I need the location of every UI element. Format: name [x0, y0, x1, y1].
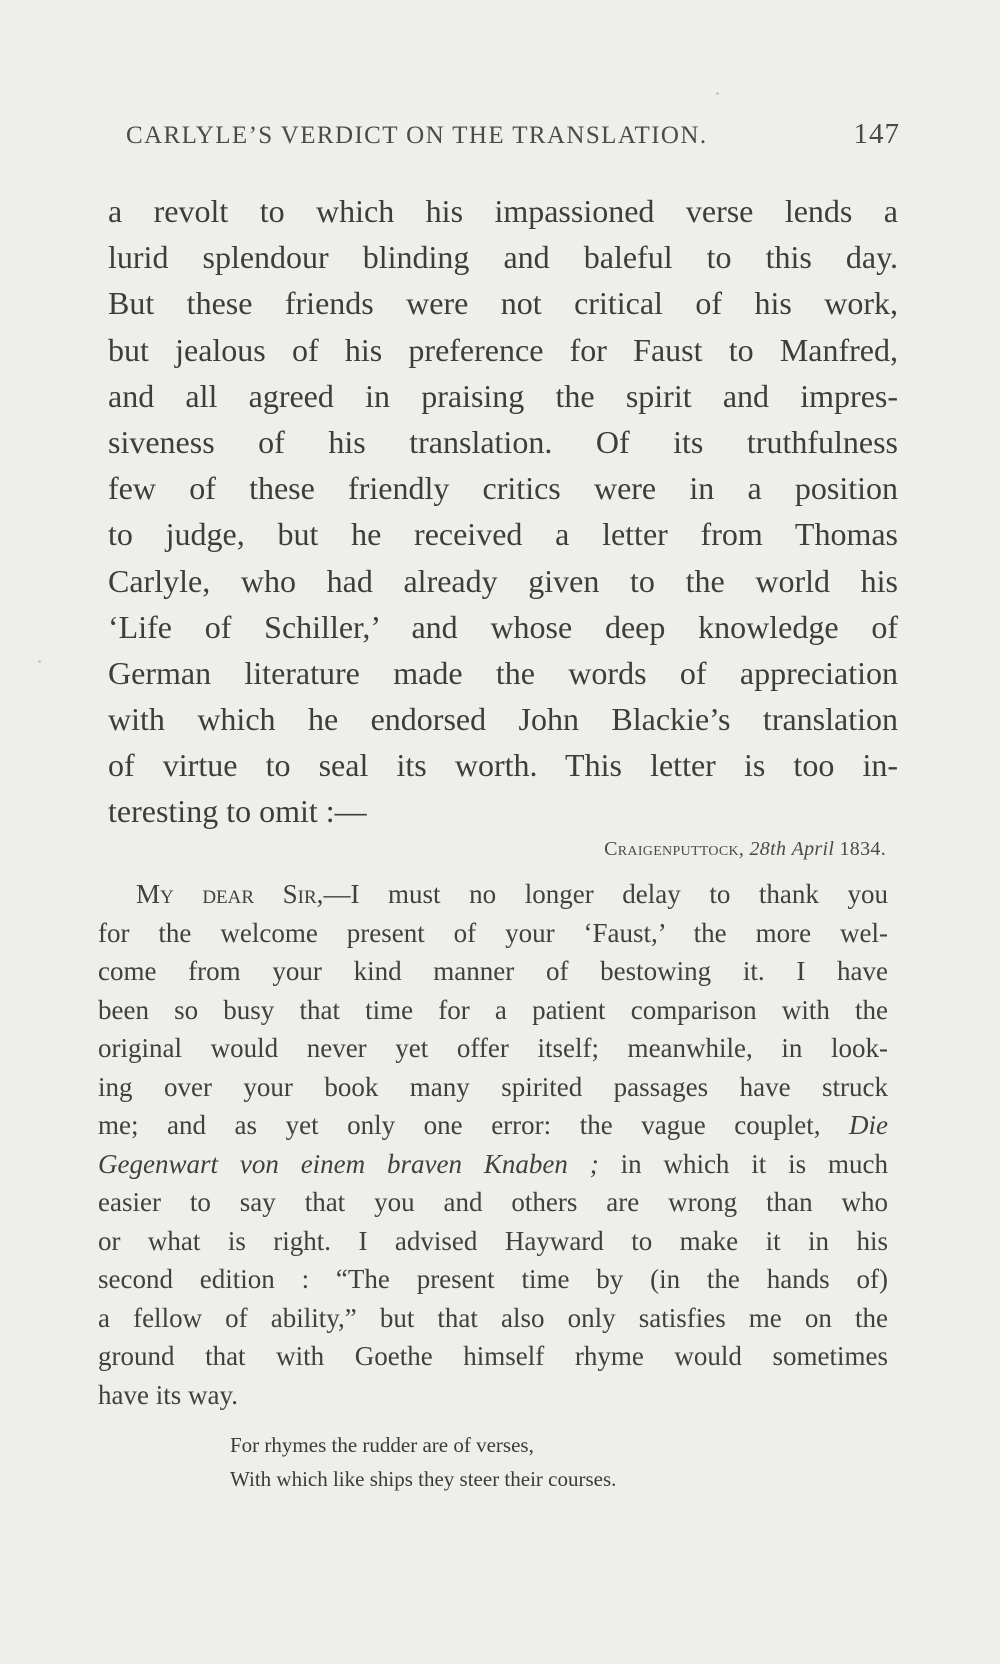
- dateline-year: 1834.: [839, 838, 886, 860]
- letter-line: original would never yet offer itself; meanwhile, in look-: [98, 1033, 888, 1063]
- couplet-intro: me; and as yet only one error: the vague couplet,: [98, 1110, 821, 1140]
- body-line: of virtue to seal its worth. This letter is too in-: [108, 747, 898, 784]
- salutation-dear: dear: [202, 879, 255, 909]
- body-line: lurid splendour blinding and baleful to this day.: [108, 239, 898, 276]
- letter-first-line: [98, 875, 888, 914]
- german-quote: Gegenwart von einem braven Knaben ;: [98, 1148, 599, 1179]
- letter-line: easier to say that you and others are wrong than who: [98, 1187, 888, 1217]
- page-number: 147: [853, 118, 900, 150]
- dateline-day: 28th: [749, 838, 787, 860]
- body-line: teresting to omit :—: [108, 793, 367, 830]
- letter-line: have its way.: [98, 1379, 238, 1410]
- letter-line: ground that with Goethe himself rhyme would sometimes: [98, 1341, 888, 1371]
- body-line: a revolt to which his impassioned verse lends a: [108, 193, 898, 229]
- body-line: siveness of his translation. Of its truthfulness: [108, 423, 898, 460]
- paper-speck: [38, 660, 41, 663]
- running-head: CARLYLE’S VERDICT ON THE TRANSLATION.: [126, 122, 708, 149]
- verse-quote: [230, 1428, 616, 1496]
- verse-line: With which like ships they steer their courses.: [230, 1467, 617, 1491]
- body-line: few of these friendly critics were in a position: [108, 470, 898, 507]
- body-line: Carlyle, who had already given to the world his: [108, 562, 898, 599]
- letter-line-german: [98, 1145, 888, 1184]
- dateline-place: Craigenputtock,: [604, 838, 745, 860]
- verse-line: For rhymes the rudder are of verses,: [230, 1433, 534, 1457]
- body-line: ‘Life of Schiller,’ and whose deep knowledge of: [108, 608, 898, 645]
- letter-line: second edition : “The present time by (in the hands of): [98, 1264, 888, 1294]
- salutation-sir: Sir,: [282, 879, 324, 909]
- line-after-german: in which it is much: [620, 1148, 889, 1179]
- first-line-rest: —I must no longer delay to thank you: [323, 879, 889, 909]
- letter-line: come from your kind manner of bestowing it. I have: [98, 956, 888, 986]
- page-header: [126, 118, 900, 151]
- body-line: with which he endorsed John Blackie’s translation: [108, 701, 898, 738]
- paper-speck: [716, 92, 719, 95]
- german-quote-start: Die: [849, 1110, 888, 1140]
- body-line: But these friends were not critical of his work,: [108, 285, 898, 322]
- letter-line-couplet: [98, 1106, 888, 1145]
- letter-line: for the welcome present of your ‘Faust,’ the more wel-: [98, 917, 888, 948]
- dateline-month: April: [791, 838, 835, 860]
- letter-line: been so busy that time for a patient comparison with the: [98, 994, 888, 1025]
- letter-dateline: [604, 838, 886, 861]
- body-paragraph: [108, 188, 898, 835]
- letter-line: or what is right. I advised Hayward to make it in his: [98, 1225, 888, 1256]
- salutation-my: My: [136, 879, 174, 909]
- body-line: German literature made the words of appreciation: [108, 654, 898, 691]
- letter-line: ing over your book many spirited passages have struck: [98, 1071, 888, 1102]
- quoted-letter: [98, 875, 888, 1414]
- body-line: and all agreed in praising the spirit and impres-: [108, 377, 898, 414]
- body-line: to judge, but he received a letter from Thomas: [108, 516, 898, 553]
- body-line: but jealous of his preference for Faust to Manfred,: [108, 331, 898, 368]
- letter-line: a fellow of ability,” but that also only satisfies me on the: [98, 1302, 888, 1333]
